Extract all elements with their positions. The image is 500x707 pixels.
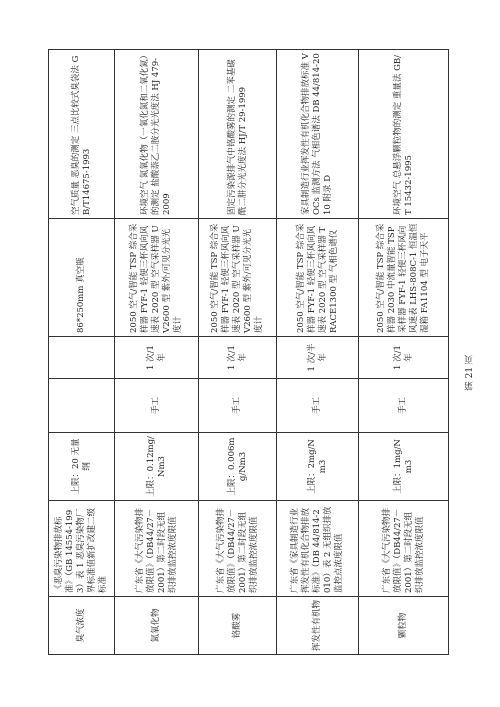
sampling-instruments: 2050 空气/智能 TSP 综合采样器 FYF-1 轻便三杯风向风速表 2020 型 空气采样器 UV2600 型 紫外/可见分光光度计 [115, 219, 199, 337]
pollutant-name: 挥发性有机物 [277, 597, 359, 655]
sampling-instruments: 2050 空气/智能 TSP 综合采样器 FYF-1 轻便三杯风向风速表 2020 型 空气采样器 TRACE1300 型 气相色谱仪 [277, 219, 359, 337]
monitoring-method: 手工 [115, 379, 199, 433]
limit-value: 上限：2mg/Nm3 [277, 433, 359, 501]
monitoring-method: 手工 [359, 379, 449, 433]
pollutant-name: 臭气浓度 [49, 597, 115, 655]
analysis-method: 家具制造行业挥发性有机化合物排放标准 VOCs 监测方法 气相色谱法 DB 44/814-2010 附录 D [277, 50, 359, 219]
limit-value: 上限：1mg/Nm3 [359, 433, 449, 501]
table-row [359, 50, 449, 655]
page-number: 第 21 页 [465, 355, 475, 391]
table-row [115, 50, 199, 655]
limit-value: 上限：0.006mg/Nm3 [199, 433, 277, 501]
emission-standard: 广东省《大气污染物排放限值》（DB44/27－2001）第二时段无组织排放监控浓度限值 [199, 501, 277, 597]
pollutant-name: 铬酸雾 [199, 597, 277, 655]
monitoring-frequency: 1 次/1 年 [359, 337, 449, 379]
analysis-method: 固定污染源排气中铬酸雾的测定 二苯基碳酰二肼分光光度法 HJ/T 29-1999 [199, 50, 277, 219]
monitoring-method: 手工 [277, 379, 359, 433]
limit-value: 上限：0.12mg/Nm3 [115, 433, 199, 501]
monitoring-frequency: 1 次/半年 [277, 337, 359, 379]
pollutant-name: 氮氧化物 [115, 597, 199, 655]
pollutant-name: 颗粒物 [359, 597, 449, 655]
emission-standard: 《恶臭污染物排放标准》（GB 14554-1993）表 1 恶臭污染物厂界标准值新扩改建二级标准 [49, 501, 115, 597]
table-row [49, 50, 115, 655]
monitoring-frequency: 1 次/1 年 [199, 337, 277, 379]
monitoring-table [48, 49, 449, 655]
monitoring-frequency [49, 337, 115, 379]
emission-standard: 广东省《家具制造行业挥发性有机化合物排放标准》（DB 44/814-2010）表 2 无组织排放监控点浓度限值 [277, 501, 359, 597]
analysis-method: 环境空气 总悬浮颗粒物的测定 重量法 GB/T 15432-1995 [359, 50, 449, 219]
sampling-instruments: 2050 空气/智能 TSP 综合采样器 2030 中流量智能 TSP 采样器 FYF-1 轻便三杯风向风速表 LHS-808C-1 恒温恒湿箱 FA1104 型 电子天平 [359, 219, 449, 337]
table-row [277, 50, 359, 655]
rotated-page [48, 50, 448, 655]
monitoring-method [49, 379, 115, 433]
sampling-instruments: 86*250mm 真空瓶 [49, 219, 115, 337]
analysis-method: 空气质量 恶臭的测定 三点比较式臭袋法 GB/T14675-1993 [49, 50, 115, 219]
emission-standard: 广东省《大气污染物排放限值》（DB44/27－2001）第二时段无组织排放监控浓度限值 [115, 501, 199, 597]
monitoring-frequency: 1 次/1 年 [115, 337, 199, 379]
monitoring-method: 手工 [199, 379, 277, 433]
sampling-instruments: 2050 空气/智能 TSP 综合采样器 FYF-1 轻便三杯风向风速表 2020 型 空气采样器 UV2600 型 紫外/可见分光光度计 [199, 219, 277, 337]
emission-standard: 广东省《大气污染物排放限值》（DB44/27－2001）第二时段无组织排放监控浓度限值 [359, 501, 449, 597]
table-row [199, 50, 277, 655]
analysis-method: 环境空气 氮氧化物（一氧化氮和二氧化氮）的测定 盐酸萘乙二胺分光光度法 HJ 479-2009 [115, 50, 199, 219]
limit-value: 上限：20 无量纲 [49, 433, 115, 501]
